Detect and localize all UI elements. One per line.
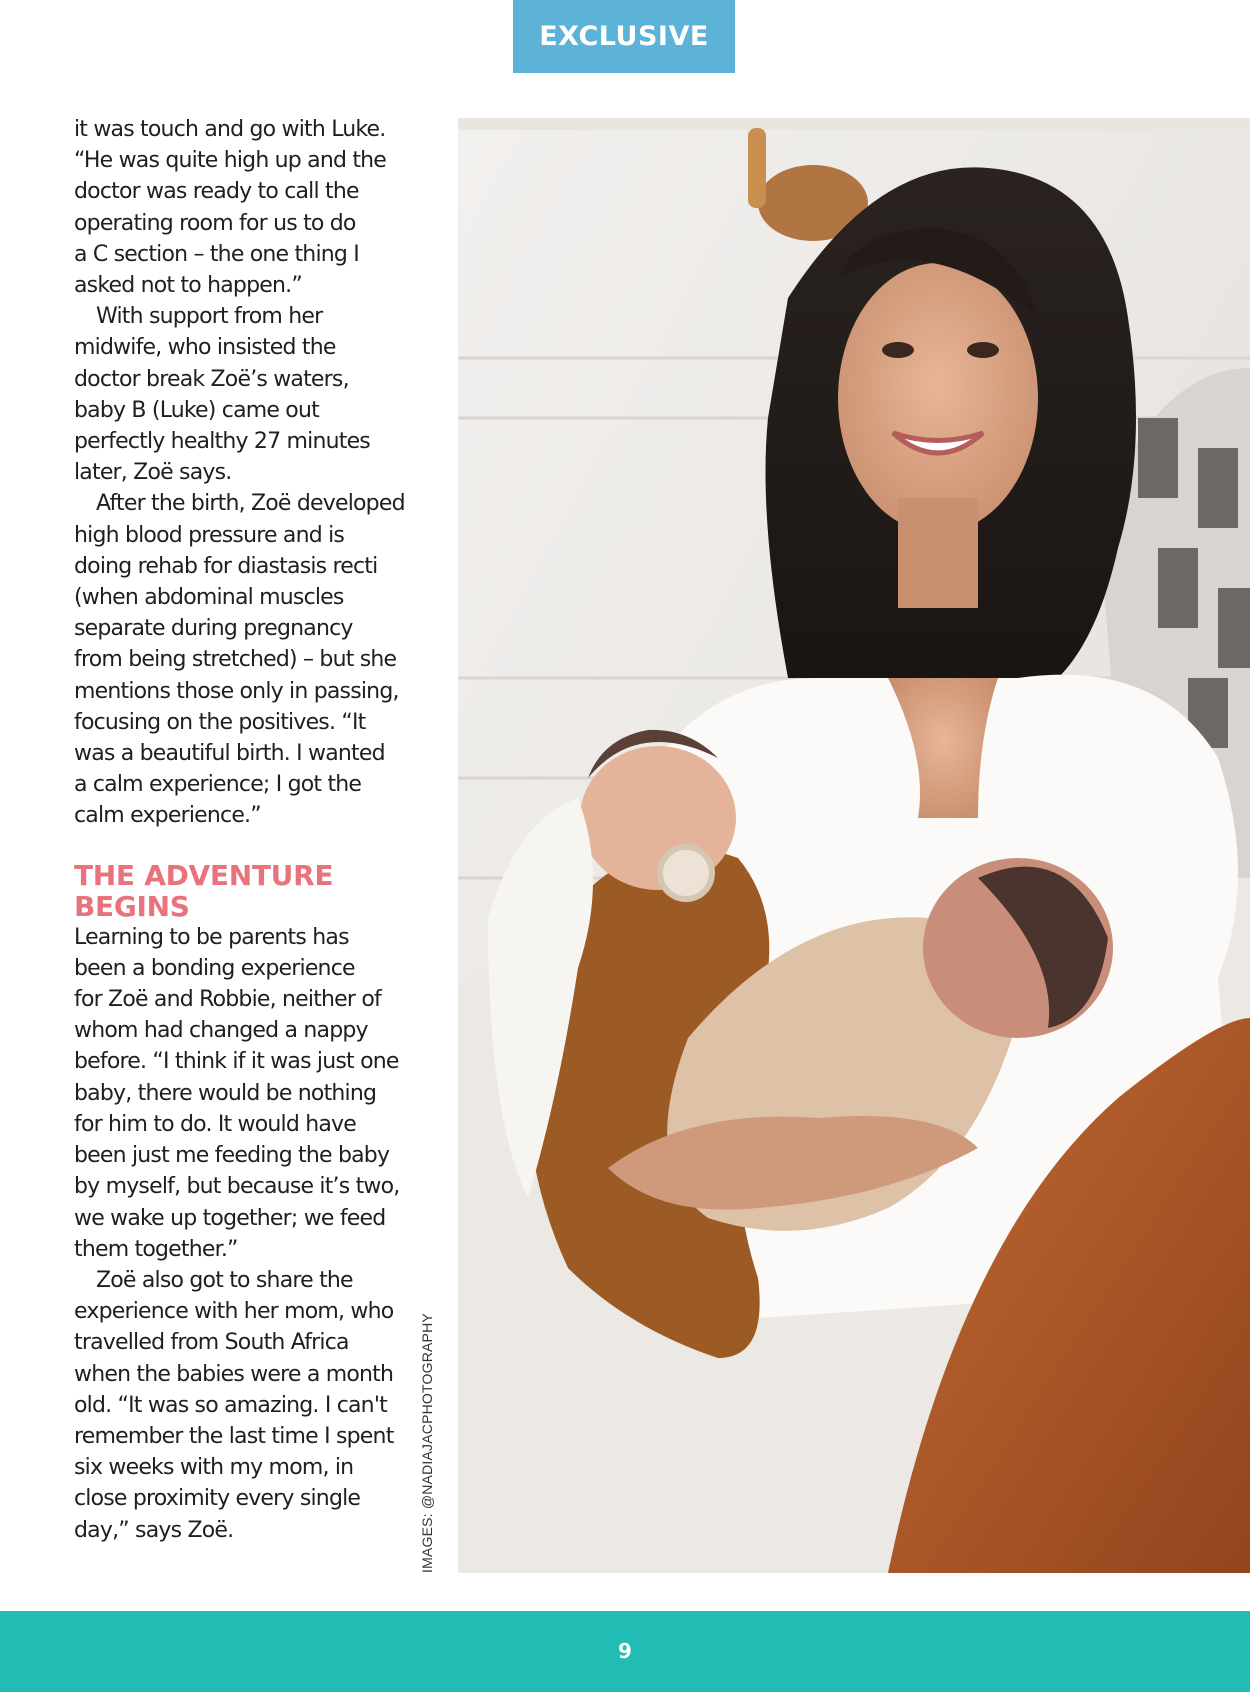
page-footer — [0, 1611, 1250, 1692]
article-paragraph: Zoë also got to share the experience with her mom, who travelled from South Africa when the babies were a month old. “It was so amazing. I can't remember the last time I spent six weeks with my mom, in close proximity every single day,” says Zoë. — [74, 1267, 394, 1543]
article-paragraph: Learning to be parents has been a bonding experience for Zoë and Robbie, neither of whom had changed a nappy before. “I think if it was just one baby, there would be nothing for him to do. It would have been just me feeding the baby by myself, but because it’s two, we wake up together; we feed them together.” — [74, 924, 400, 1262]
article-column — [74, 114, 426, 1546]
article-paragraph: After the birth, Zoë developed high blood pressure and is doing rehab for diastasis recti (when abdominal muscles separate during pregnancy from being stretched) – but she mentions those only in passing, focusing on the positives. “It was a beautiful birth. I wanted a calm experience; I got the calm experience.” — [74, 491, 405, 829]
article-paragraph: With support from her midwife, who insisted the doctor break Zoë’s waters, baby B (Luke) came out perfectly healthy 27 minutes later, Zoë says. — [74, 304, 370, 486]
mother-with-twins-photo — [458, 118, 1250, 1573]
article-paragraph: it was touch and go with Luke. “He was quite high up and the doctor was ready to call the operating room for us to do a C section – the one thing I asked not to happen.” — [74, 117, 387, 299]
subheading: THE ADVENTURE BEGINS — [74, 858, 334, 923]
section-tag: EXCLUSIVE — [513, 0, 735, 73]
page-number: 9 — [618, 1639, 632, 1663]
photo-credit-text: IMAGES: @NADIAJACPHOTOGRAPHY — [419, 1313, 435, 1573]
